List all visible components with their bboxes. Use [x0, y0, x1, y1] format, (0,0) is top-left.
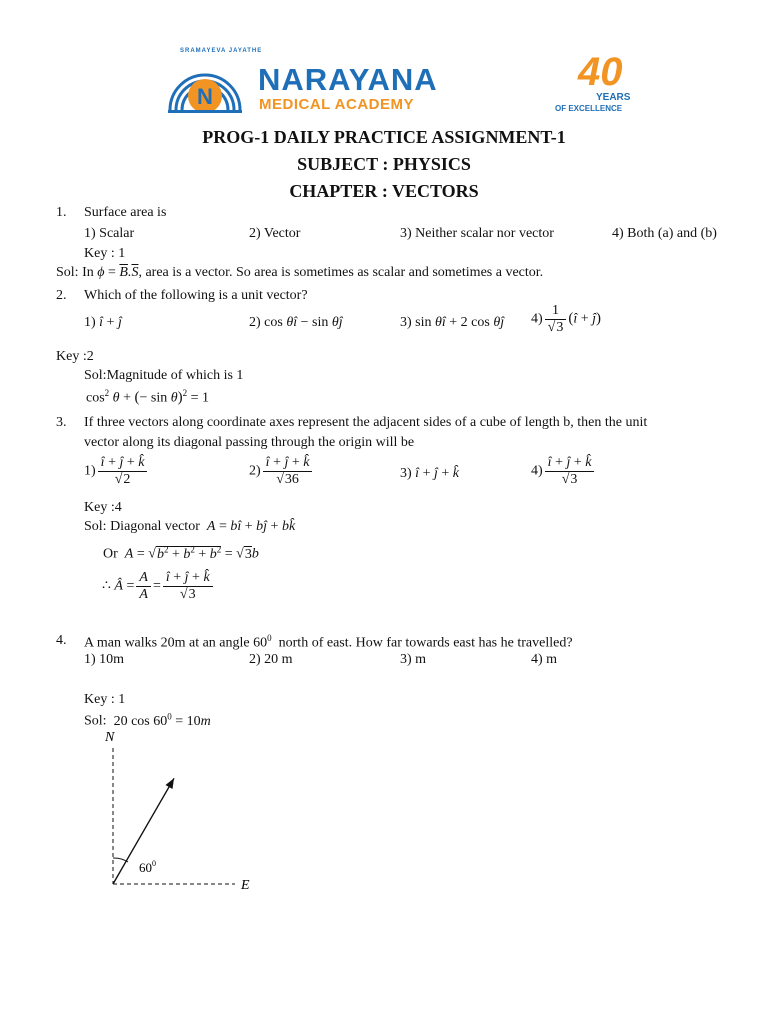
- q3-sol-label: Sol: Diagonal vector: [84, 519, 200, 534]
- q3-option-3: 3) î + ĵ + k̂: [400, 466, 459, 481]
- q3-or: Or: [103, 546, 118, 562]
- east-label: E: [241, 878, 250, 893]
- q2-option-4: 4) $\frac{1}{√3}$ (î + ĵ): [531, 303, 602, 335]
- q4-sol-label: Sol:: [84, 713, 107, 729]
- q3-solution: [84, 519, 295, 535]
- q1-sol-text: , area is a vector. So area is sometimes as scalar and sometimes a vector.: [138, 265, 544, 280]
- logo-subtitle: MEDICAL ACADEMY: [259, 96, 415, 113]
- q4-sol-equation: 20 $\cos 60^0 = 10m$: [110, 711, 211, 729]
- logo-arc-text: SRAMAYEVA JAYATHE: [180, 48, 263, 54]
- emblem-initial: N: [197, 84, 213, 109]
- q2-option-2: 2) cos θî − sin θĵ: [249, 315, 343, 330]
- q1-sol-equation: $\phi = \overline{B}.\overline{S}$: [97, 265, 139, 280]
- q3-or-line: [103, 544, 259, 563]
- q4-key: Key : 1: [84, 692, 126, 707]
- q4-text-a: A man walks 20m at an angle 60: [84, 635, 268, 651]
- q4-option-3: 3) m: [400, 652, 427, 667]
- q3-magnitude-equation: $A = √b^2 + b^2 + b^2 = √3b$: [124, 544, 259, 562]
- q4-option-1: 1) 10m: [84, 652, 125, 667]
- q3-unit-vector-equation: ∴ Â = $\frac{A}{A}$ = $\frac{î + ĵ + k̂}{√3}$: [102, 570, 215, 603]
- arrow-head-icon: [166, 778, 175, 789]
- q2-option-3: 3) sin θî + 2 cos θĵ: [400, 315, 505, 330]
- q2-text: Which of the following is a unit vector?: [84, 288, 308, 303]
- q3-key: Key :4: [84, 500, 122, 515]
- q3-text-line-1: If three vectors along coordinate axes represent the adjacent sides of a cube of length b, then the unit: [84, 415, 648, 430]
- q2-key: Key :2: [56, 349, 94, 364]
- logo: [160, 50, 630, 120]
- q4-text-b: north of east. How far towards east has he travelled?: [278, 635, 573, 651]
- angle-label: $60^0$: [139, 859, 156, 875]
- vector-diagram: [95, 728, 265, 898]
- q1-number: 1.: [56, 205, 67, 220]
- q2-solution: Sol:Magnitude of which is 1: [84, 368, 244, 383]
- q3-option-1: 1) $\frac{î + ĵ + k̂}{√2}$: [84, 455, 149, 488]
- q4-option-4: 4) m: [531, 652, 558, 667]
- q4-question: A man walks 20m at an angle $60^0$ north of east. How far towards east has he travelled?: [84, 633, 573, 651]
- q3-sol-equation: A = bî + bĵ + bk̂: [206, 519, 296, 534]
- q1-option-2: 2) Vector: [249, 226, 301, 241]
- q1-option-3: 3) Neither scalar nor vector: [400, 226, 554, 241]
- q3-option-2: 2) $\frac{î + ĵ + k̂}{√36}$: [249, 455, 314, 488]
- q3-number: 3.: [56, 415, 67, 430]
- q3-text-line-2: vector along its diagonal passing through the origin will be: [84, 435, 415, 450]
- q2-sol-equation: $\cos^2 \theta$ + (− sin θ)$^2$ = 1: [86, 388, 209, 406]
- q1-option-1: 1) Scalar: [84, 226, 135, 241]
- badge-excellence: OF EXCELLENCE: [555, 104, 623, 113]
- logo-brand: NARAYANA: [258, 62, 438, 97]
- q1-option-4: 4) Both (a) and (b): [612, 226, 717, 241]
- badge-years: YEARS: [596, 92, 631, 103]
- q4-option-2: 2) 20 m: [249, 652, 293, 667]
- q1-key: Key : 1: [84, 246, 126, 261]
- title-line-2: SUBJECT : PHYSICS: [297, 154, 471, 174]
- q4-number: 4.: [56, 633, 67, 648]
- q4-solution: [84, 711, 211, 730]
- badge-number: 40: [578, 50, 623, 94]
- q3-option-4: 4) $\frac{î + ĵ + k̂}{√3}$: [531, 455, 596, 488]
- north-label: N: [105, 730, 115, 745]
- q1-sol-prefix: Sol: In: [56, 265, 94, 280]
- q1-text: Surface area is: [84, 205, 167, 220]
- narayana-emblem-icon: [160, 50, 250, 120]
- title-line-3: CHAPTER : VECTORS: [289, 181, 479, 201]
- q2-option-1: 1) î + ĵ: [84, 315, 122, 330]
- q2-number: 2.: [56, 288, 67, 303]
- q1-solution: [56, 265, 543, 281]
- title-line-1: PROG-1 DAILY PRACTICE ASSIGNMENT-1: [202, 127, 566, 147]
